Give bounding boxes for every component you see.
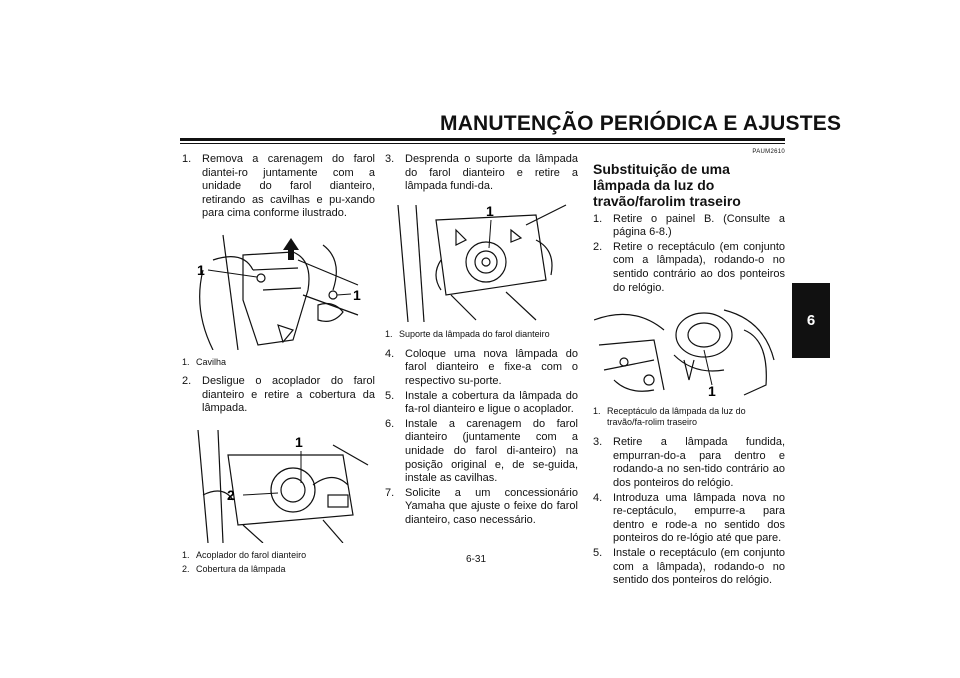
chapter-tab: 6 [792, 283, 830, 358]
step-item [593, 241, 785, 295]
illustration-cowling [183, 230, 373, 350]
step-number: 5. [385, 389, 395, 402]
caption-text: Acoplador do farol dianteiro [196, 549, 307, 560]
header-rule [180, 138, 785, 141]
step-item [593, 492, 785, 546]
figure-caption [182, 550, 375, 575]
step-text: Instale o receptáculo (em conjunto com a lâmpada), rodando-o no sentido dos ponteiros do relógio. [613, 546, 785, 587]
step-item [593, 436, 785, 490]
caption-number: 2. [182, 563, 190, 574]
section-title: Substituição de uma lâmpada da luz do travão/farolim traseiro [593, 160, 741, 209]
step-number: 6. [385, 417, 395, 430]
reference-code: PAUM2610 [752, 149, 785, 155]
caption-number: 1. [182, 356, 190, 367]
page-number: 6-31 [466, 554, 487, 565]
figure-caption [385, 329, 578, 340]
callout-2: 2 [227, 486, 235, 503]
figure-caption [182, 357, 375, 368]
step-text: Introduza uma lâmpada nova no re-ceptáculo, empurre-a para dentro e rode-a no sentido dos ponteiros do re-lógio até que pare. [613, 491, 785, 545]
step-number: 7. [385, 486, 395, 499]
column-2 [385, 153, 578, 529]
step-number: 2. [182, 374, 192, 387]
callout-1b: 1 [353, 286, 361, 303]
caption-text: Cavilha [196, 356, 227, 367]
caption-number: 1. [593, 406, 601, 417]
caption-number: 1. [182, 549, 190, 560]
caption-text: Suporte da lâmpada do farol dianteiro [399, 328, 550, 339]
step-number: 2. [593, 240, 603, 253]
step-text: Desprenda o suporte da lâmpada do farol dianteiro e retire a lâmpada fundi-da. [405, 153, 578, 193]
step-item [385, 487, 578, 528]
step-item [593, 213, 785, 240]
step-text: Retire o receptáculo (em conjunto com a lâmpada), rodando-o no sentido contrário ao dos ponteiros do relógio. [613, 240, 785, 294]
step-item [385, 153, 578, 194]
step-number: 5. [593, 546, 603, 559]
column-1 [182, 153, 375, 575]
step-number: 3. [385, 153, 395, 165]
step-number: 4. [385, 347, 395, 360]
figure-tail-light-socket [593, 299, 785, 401]
caption-text: Cobertura da lâmpada [196, 563, 286, 574]
figure-headlight-cowling [182, 229, 374, 351]
header-rule-thin [180, 143, 785, 144]
figure-bulb-holder [385, 199, 577, 323]
caption-number: 1. [385, 328, 393, 339]
step-number: 1. [593, 212, 603, 225]
step-number: 4. [593, 491, 603, 504]
step-item [593, 547, 785, 588]
callout-1a: 1 [197, 261, 205, 278]
step-number: 1. [182, 153, 192, 165]
step-text: Instale a cobertura da lâmpada do fa-rol dianteiro e ligue o acoplador. [405, 389, 578, 416]
step-item [385, 390, 578, 417]
step-item [182, 153, 375, 221]
step-item [385, 418, 578, 486]
caption-text: Receptáculo da lâmpada da luz do travão/fa-rolim traseiro [607, 406, 746, 428]
figure-caption [593, 406, 785, 428]
step-text: Retire o painel B. (Consulte a página 6-8.) [613, 212, 785, 239]
step-number: 3. [593, 436, 603, 449]
step-item [182, 375, 375, 416]
step-text: Coloque uma nova lâmpada do farol dianteiro e fixe-a com o respectivo su-porte. [405, 347, 578, 387]
illustration-tail-socket [594, 300, 784, 400]
illustration-bulb-holder [386, 200, 576, 322]
step-text: Desligue o acoplador do farol dianteiro e retire a cobertura da lâmpada. [202, 374, 375, 415]
step-text: Solicite a um concessionário Yamaha que ajuste o feixe do farol dianteiro, caso necessário. [405, 486, 578, 526]
column-3 [593, 146, 785, 589]
callout-1: 1 [486, 202, 494, 219]
figure-headlight-coupler [182, 424, 374, 544]
callout-1: 1 [295, 433, 303, 450]
page-header-title: MANUTENÇÃO PERIÓDICA E AJUSTES [440, 112, 842, 135]
step-text: Retire a lâmpada fundida, empurran-do-a para dentro e rodando-a no sen-tido contrário ao dos ponteiros do relógio. [613, 436, 785, 489]
illustration-coupler [183, 425, 373, 543]
step-text: Instale a carenagem do farol dianteiro (juntamente com a unidade do farol di-anteiro) na posição original e, de se-guida, instale as cavilhas. [405, 417, 578, 485]
step-text: Remova a carenagem do farol diantei-ro juntamente com a unidade do farol dianteiro, retirando as cavilhas e pu-xando para cima conforme ilustrado. [202, 153, 375, 220]
callout-1: 1 [708, 383, 716, 400]
step-item [385, 348, 578, 389]
